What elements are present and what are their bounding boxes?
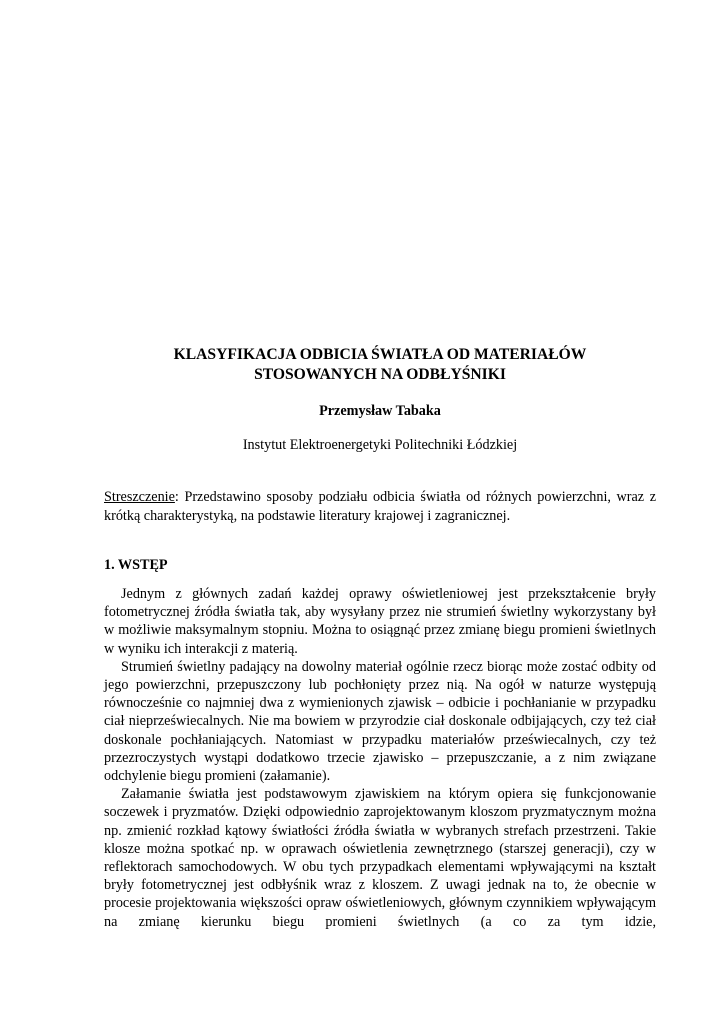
- author-name: Przemysław Tabaka: [319, 403, 441, 419]
- paper-title: [104, 345, 656, 385]
- title-line-1: KLASYFIKACJA ODBICIA ŚWIATŁA OD MATERIAŁÓW: [173, 346, 587, 363]
- paragraph: Załamanie światła jest podstawowym zjawiskiem na którym opiera się funkcjonowanie soczewek i pryzmatów. Dzięki odpowiednio zaprojektowanym kloszom pryzmatycznym można np. zmienić rozkład kątowy światłości źródła światła w wybranych strefach przestrzeni. Takie klosze można spotkać np. w oprawach oświetlenia zewnętrznego (starszej generacji), czy w reflektorach samochodowych. W obu tych przypadkach elementami wpływającymi na kształt bryły fotometrycznej jest odbłyśnik wraz z kloszem. Z uwagi jednak na to, że obecnie w procesie projektowania większości opraw oświetleniowych, głównym czynnikiem wpływającym na zmianę kierunku biegu promieni świetlnych (a co za tym idzie,: [104, 786, 656, 930]
- section-body: [104, 585, 656, 931]
- section-heading: 1. WSTĘP: [104, 557, 168, 573]
- abstract-label: Streszczenie: [104, 489, 175, 505]
- paragraph: Jednym z głównych zadań każdej oprawy oświetleniowej jest przekształcenie bryły fotometrycznej źródła światła tak, aby wysyłany przez nie strumień świetlny wykorzystany był w możliwie maksymalnym stopniu. Można to osiągnąć przez zmianę biegu promieni świetlnych w wyniku ich interakcji z materią.: [104, 586, 656, 657]
- title-line-2: STOSOWANYCH NA ODBŁYŚNIKI: [254, 366, 506, 383]
- author-affiliation: Instytut Elektroenergetyki Politechniki Łódzkiej: [242, 437, 518, 453]
- paragraph: Strumień świetlny padający na dowolny materiał ogólnie rzecz biorąc może zostać odbity od jego powierzchni, przepuszczony lub pochłonięty przez nią. Na ogół w naturze występują równocześnie co najmniej dwa z wymienionych zjawisk – odbicie i pochłanianie w przypadku ciał nieprzeświecalnych. Nie ma bowiem w przyrodzie ciał doskonale odbijających, czy też ciał doskonale pochłaniających. Natomiast w przypadku materiałów przeświecalnych, czy też przezroczystych wystąpi dodatkowo trzecie zjawisko – przepuszczanie, a z nim związane odchylenie biegu promieni (załamanie).: [104, 658, 656, 785]
- abstract-text: : Przedstawino sposoby podziału odbicia światła od różnych powierzchni, wraz z krótką charakterystyką, na podstawie literatury krajowej i zagranicznej.: [104, 489, 656, 524]
- abstract: [104, 488, 656, 526]
